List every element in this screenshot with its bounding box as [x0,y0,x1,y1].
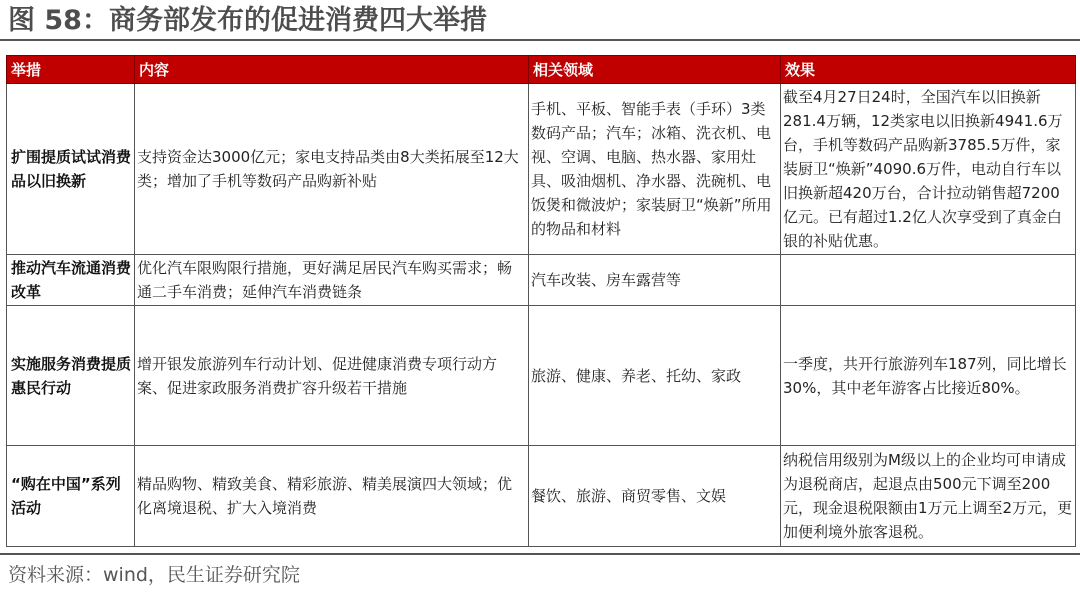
table-row [7,84,1076,255]
effect-cell: 一季度，共开行旅游列车187列，同比增长30%，其中老年游客占比接近80%。 [781,306,1076,446]
content-cell: 支持资金达3000亿元；家电支持品类由8大类拓展至12大类；增加了手机等数码产品购新补贴 [135,84,529,255]
content-cell: 优化汽车限购限行措施，更好满足居民汽车购买需求；畅通二手车消费；延伸汽车消费链条 [135,255,529,306]
header-measure: 举措 [7,56,135,84]
table-header-row [7,56,1076,84]
fields-cell: 汽车改装、房车露营等 [529,255,781,306]
figure-title: 图 58：商务部发布的促进消费四大举措 [8,5,487,36]
fields-cell: 旅游、健康、养老、托幼、家政 [529,306,781,446]
source-divider [0,553,1080,555]
header-content: 内容 [135,56,529,84]
measure-cell: 扩围提质试试消费品以旧换新 [7,84,135,255]
table-row [7,306,1076,446]
effect-cell: 纳税信用级别为M级以上的企业均可申请成为退税商店，起退点由500元下调至200元，现金退税限额由1万元上调至2万元，更加便利境外旅客退税。 [781,446,1076,547]
header-fields: 相关领域 [529,56,781,84]
measure-cell: 推动汽车流通消费改革 [7,255,135,306]
source-note: 资料来源：wind，民生证券研究院 [8,564,300,586]
measure-cell: 实施服务消费提质惠民行动 [7,306,135,446]
content-cell: 精品购物、精致美食、精彩旅游、精美展演四大领域；优化离境退税、扩大入境消费 [135,446,529,547]
header-effect: 效果 [781,56,1076,84]
fields-cell: 餐饮、旅游、商贸零售、文娱 [529,446,781,547]
fields-cell: 手机、平板、智能手表（手环）3类数码产品；汽车；冰箱、洗衣机、电视、空调、电脑、热水器、家用灶具、吸油烟机、净水器、洗碗机、电饭煲和微波炉；家装厨卫“焕新”所用的物品和材料 [529,84,781,255]
content-cell: 增开银发旅游列车行动计划、促进健康消费专项行动方案、促进家政服务消费扩容升级若干措施 [135,306,529,446]
table-row [7,255,1076,306]
effect-cell: 截至4月27日24时，全国汽车以旧换新281.4万辆，12类家电以旧换新4941.6万台，手机等数码产品购新3785.5万件，家装厨卫“焕新”4090.6万件，电动自行车以旧换新超420万台，合计拉动销售超7200亿元。已有超过1.2亿人次享受到了真金白银的补贴优惠。 [781,84,1076,255]
measures-table [6,55,1076,547]
title-divider [0,39,1080,41]
effect-cell [781,255,1076,306]
measure-cell: “购在中国”系列活动 [7,446,135,547]
table-row [7,446,1076,547]
